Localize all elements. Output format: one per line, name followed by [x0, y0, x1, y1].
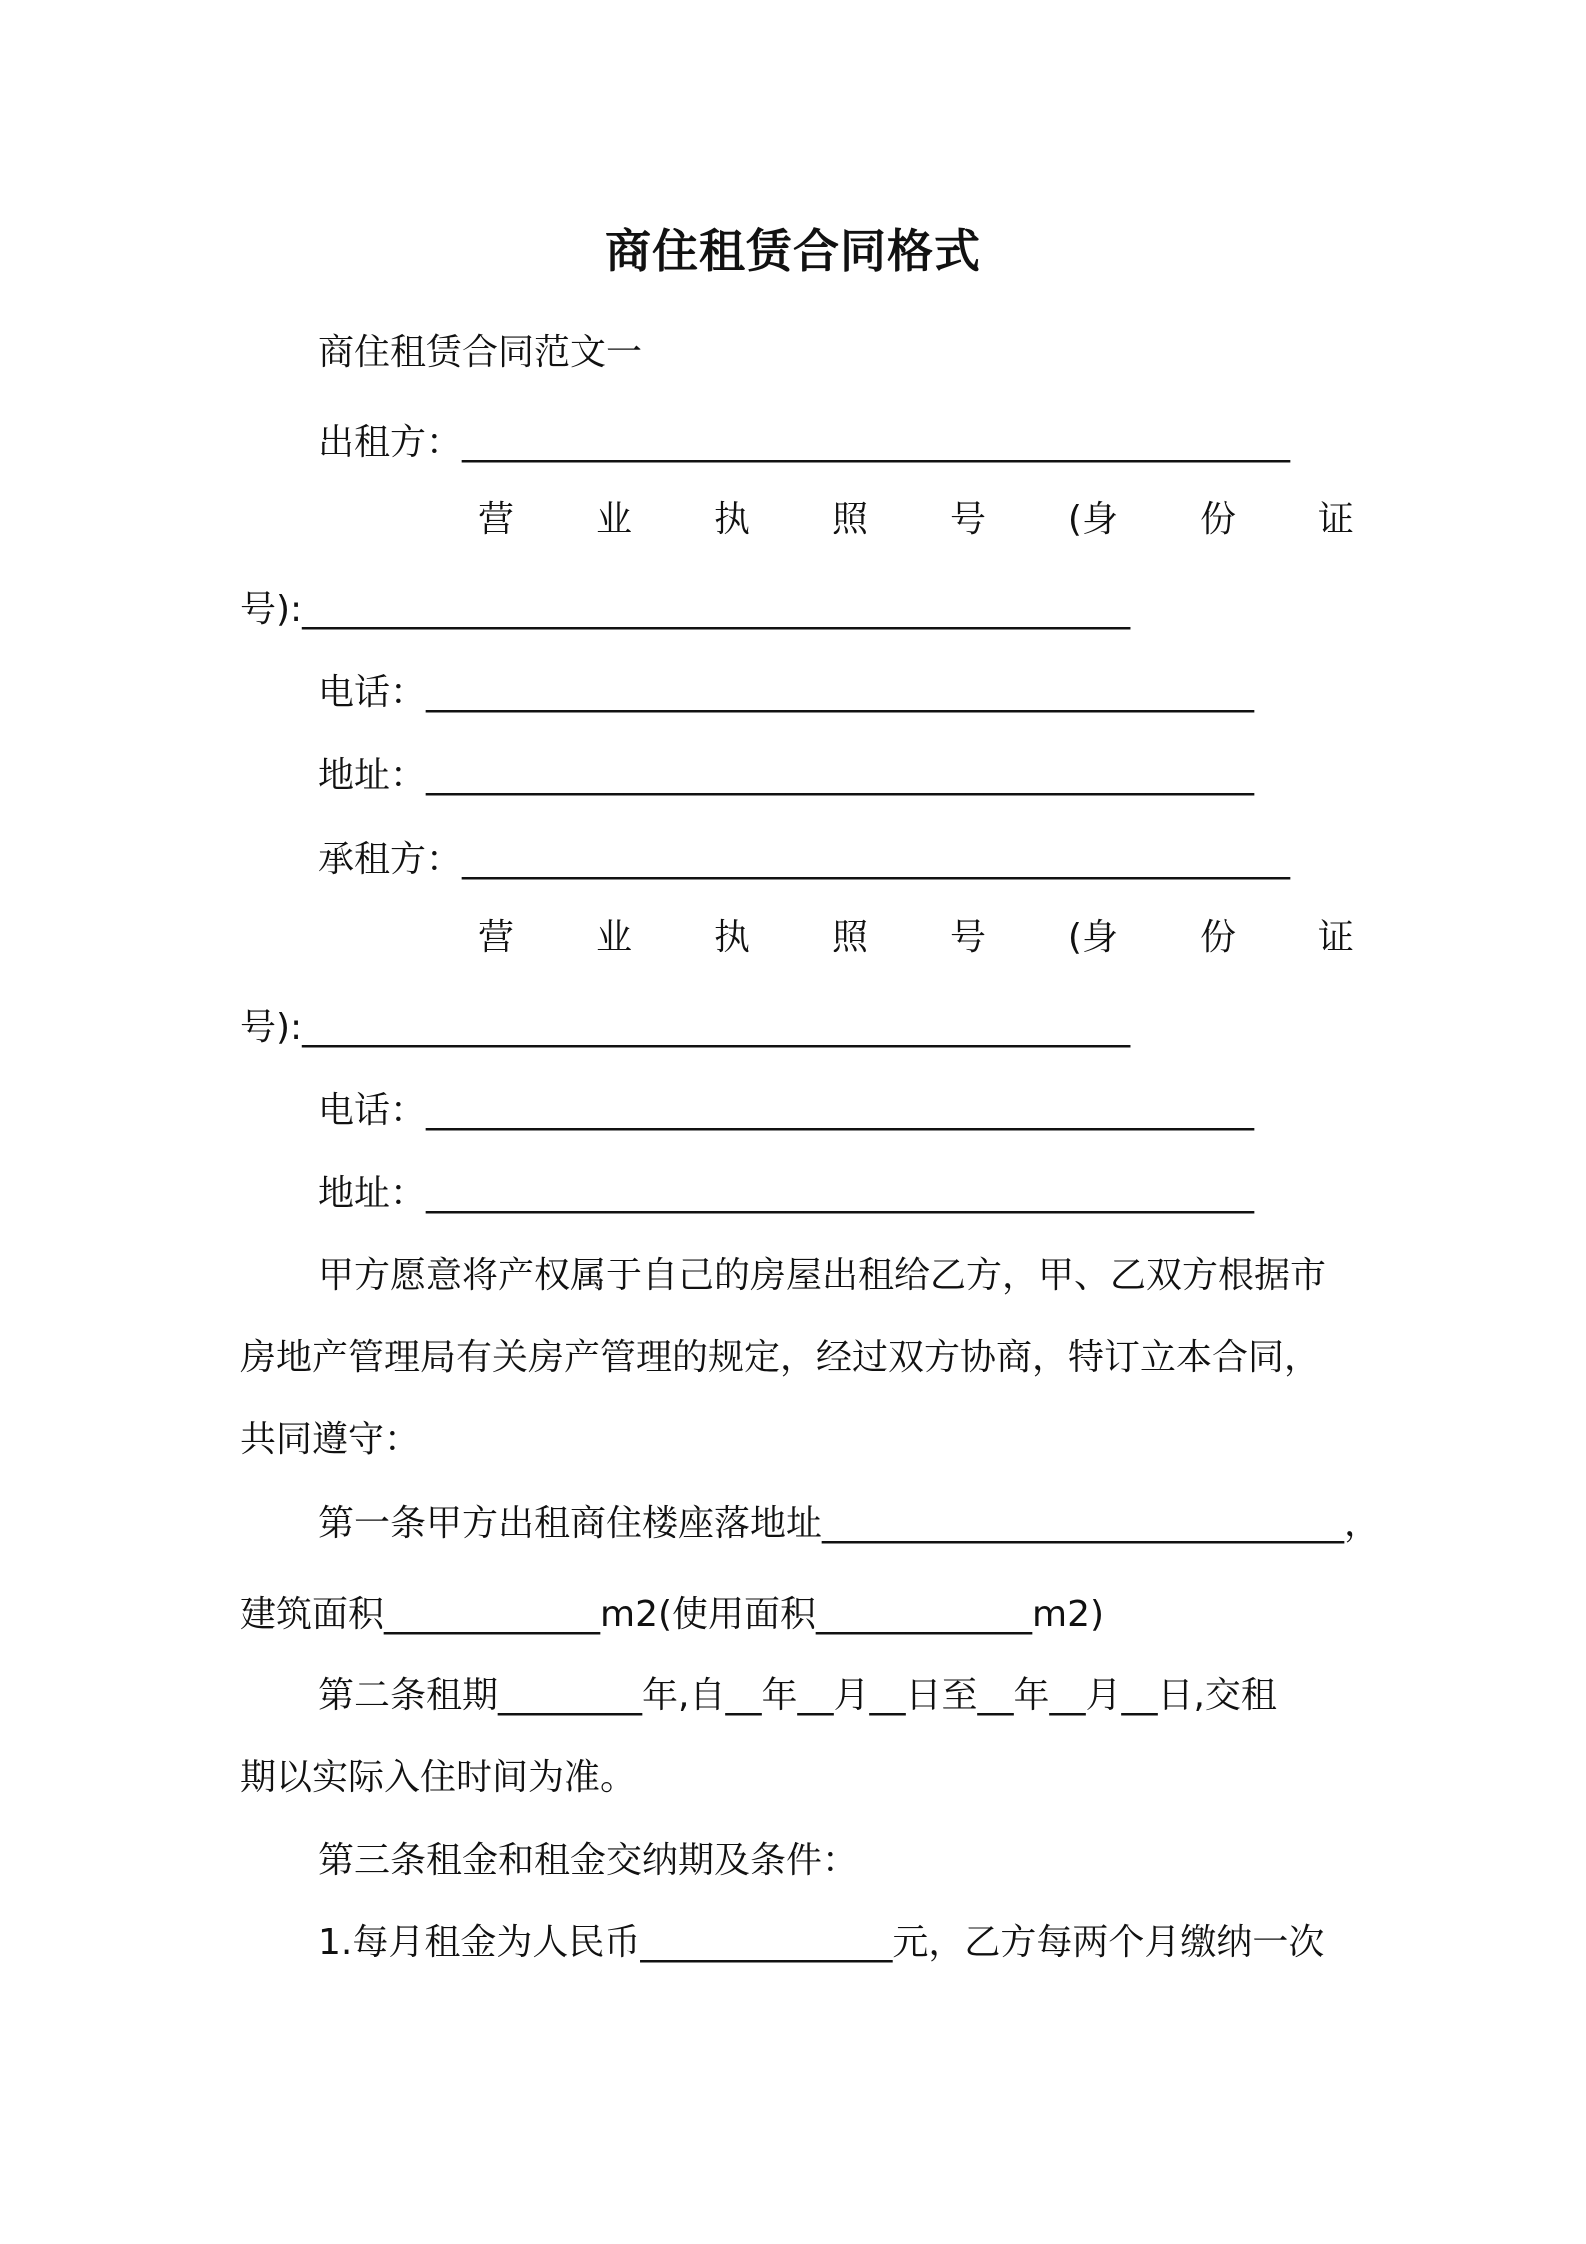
- lessor-line: [318, 422, 1291, 463]
- document-title: 商住租赁合同格式: [605, 224, 981, 278]
- license-char: 号: [949, 499, 986, 540]
- license-char: 执: [713, 499, 750, 540]
- document-subtitle: 商住租赁合同范文一: [318, 332, 643, 373]
- license-char: 业: [595, 499, 632, 540]
- intro-line-1: 甲方愿意将产权属于自己的房屋出租给乙方，甲、乙双方根据市: [318, 1255, 1327, 1296]
- license-char: 份: [1199, 917, 1236, 958]
- intro-line-3: 共同遵守：: [240, 1419, 421, 1460]
- article1-line-2: 建筑面积____________m2(使用面积____________m2): [240, 1594, 1105, 1635]
- lessee-license-line: [478, 917, 1354, 958]
- lessor-blank: ______________________________________________: [462, 422, 1291, 463]
- license-char: (身: [1067, 499, 1118, 540]
- license-char: 证: [1317, 917, 1354, 958]
- license-char: 号: [949, 917, 986, 958]
- lessee-label: 承租方：: [318, 839, 463, 880]
- license-char: 证: [1317, 499, 1354, 540]
- article1-line-1: 第一条甲方出租商住楼座落地址_____________________________，: [318, 1503, 1381, 1544]
- license-char: 营: [478, 499, 515, 540]
- lessee-address: 地址：______________________________________________: [318, 1173, 1255, 1214]
- license-char: (身: [1067, 917, 1118, 958]
- license-char: 业: [595, 917, 632, 958]
- license-char: 执: [713, 917, 750, 958]
- lessee-license-blank: 号):______________________________________________: [240, 1007, 1131, 1048]
- article3-item-1: 1.每月租金为人民币______________元，乙方每两个月缴纳一次: [318, 1922, 1325, 1963]
- article2-line-1: 第二条租期________年,自__年__月__日至__年__月__日,交租: [318, 1675, 1277, 1716]
- lessee-line: [318, 839, 1291, 880]
- lessor-label: 出租方：: [318, 422, 463, 463]
- license-char: 营: [478, 917, 515, 958]
- lessor-license-blank: 号):______________________________________________: [240, 589, 1131, 630]
- lessee-phone: 电话：______________________________________________: [318, 1090, 1255, 1131]
- license-char: 份: [1199, 499, 1236, 540]
- article3-heading: 第三条租金和租金交纳期及条件：: [318, 1840, 859, 1881]
- license-char: 照: [831, 499, 868, 540]
- license-char: 照: [831, 917, 868, 958]
- lessor-license-line: [478, 499, 1354, 540]
- lessor-address: 地址：______________________________________________: [318, 755, 1255, 796]
- article2-line-2: 期以实际入住时间为准。: [240, 1757, 637, 1798]
- lessor-phone: 电话：______________________________________________: [318, 672, 1255, 713]
- intro-line-2: 房地产管理局有关房产管理的规定，经过双方协商，特订立本合同，: [240, 1337, 1321, 1378]
- lessee-blank: ______________________________________________: [462, 839, 1291, 880]
